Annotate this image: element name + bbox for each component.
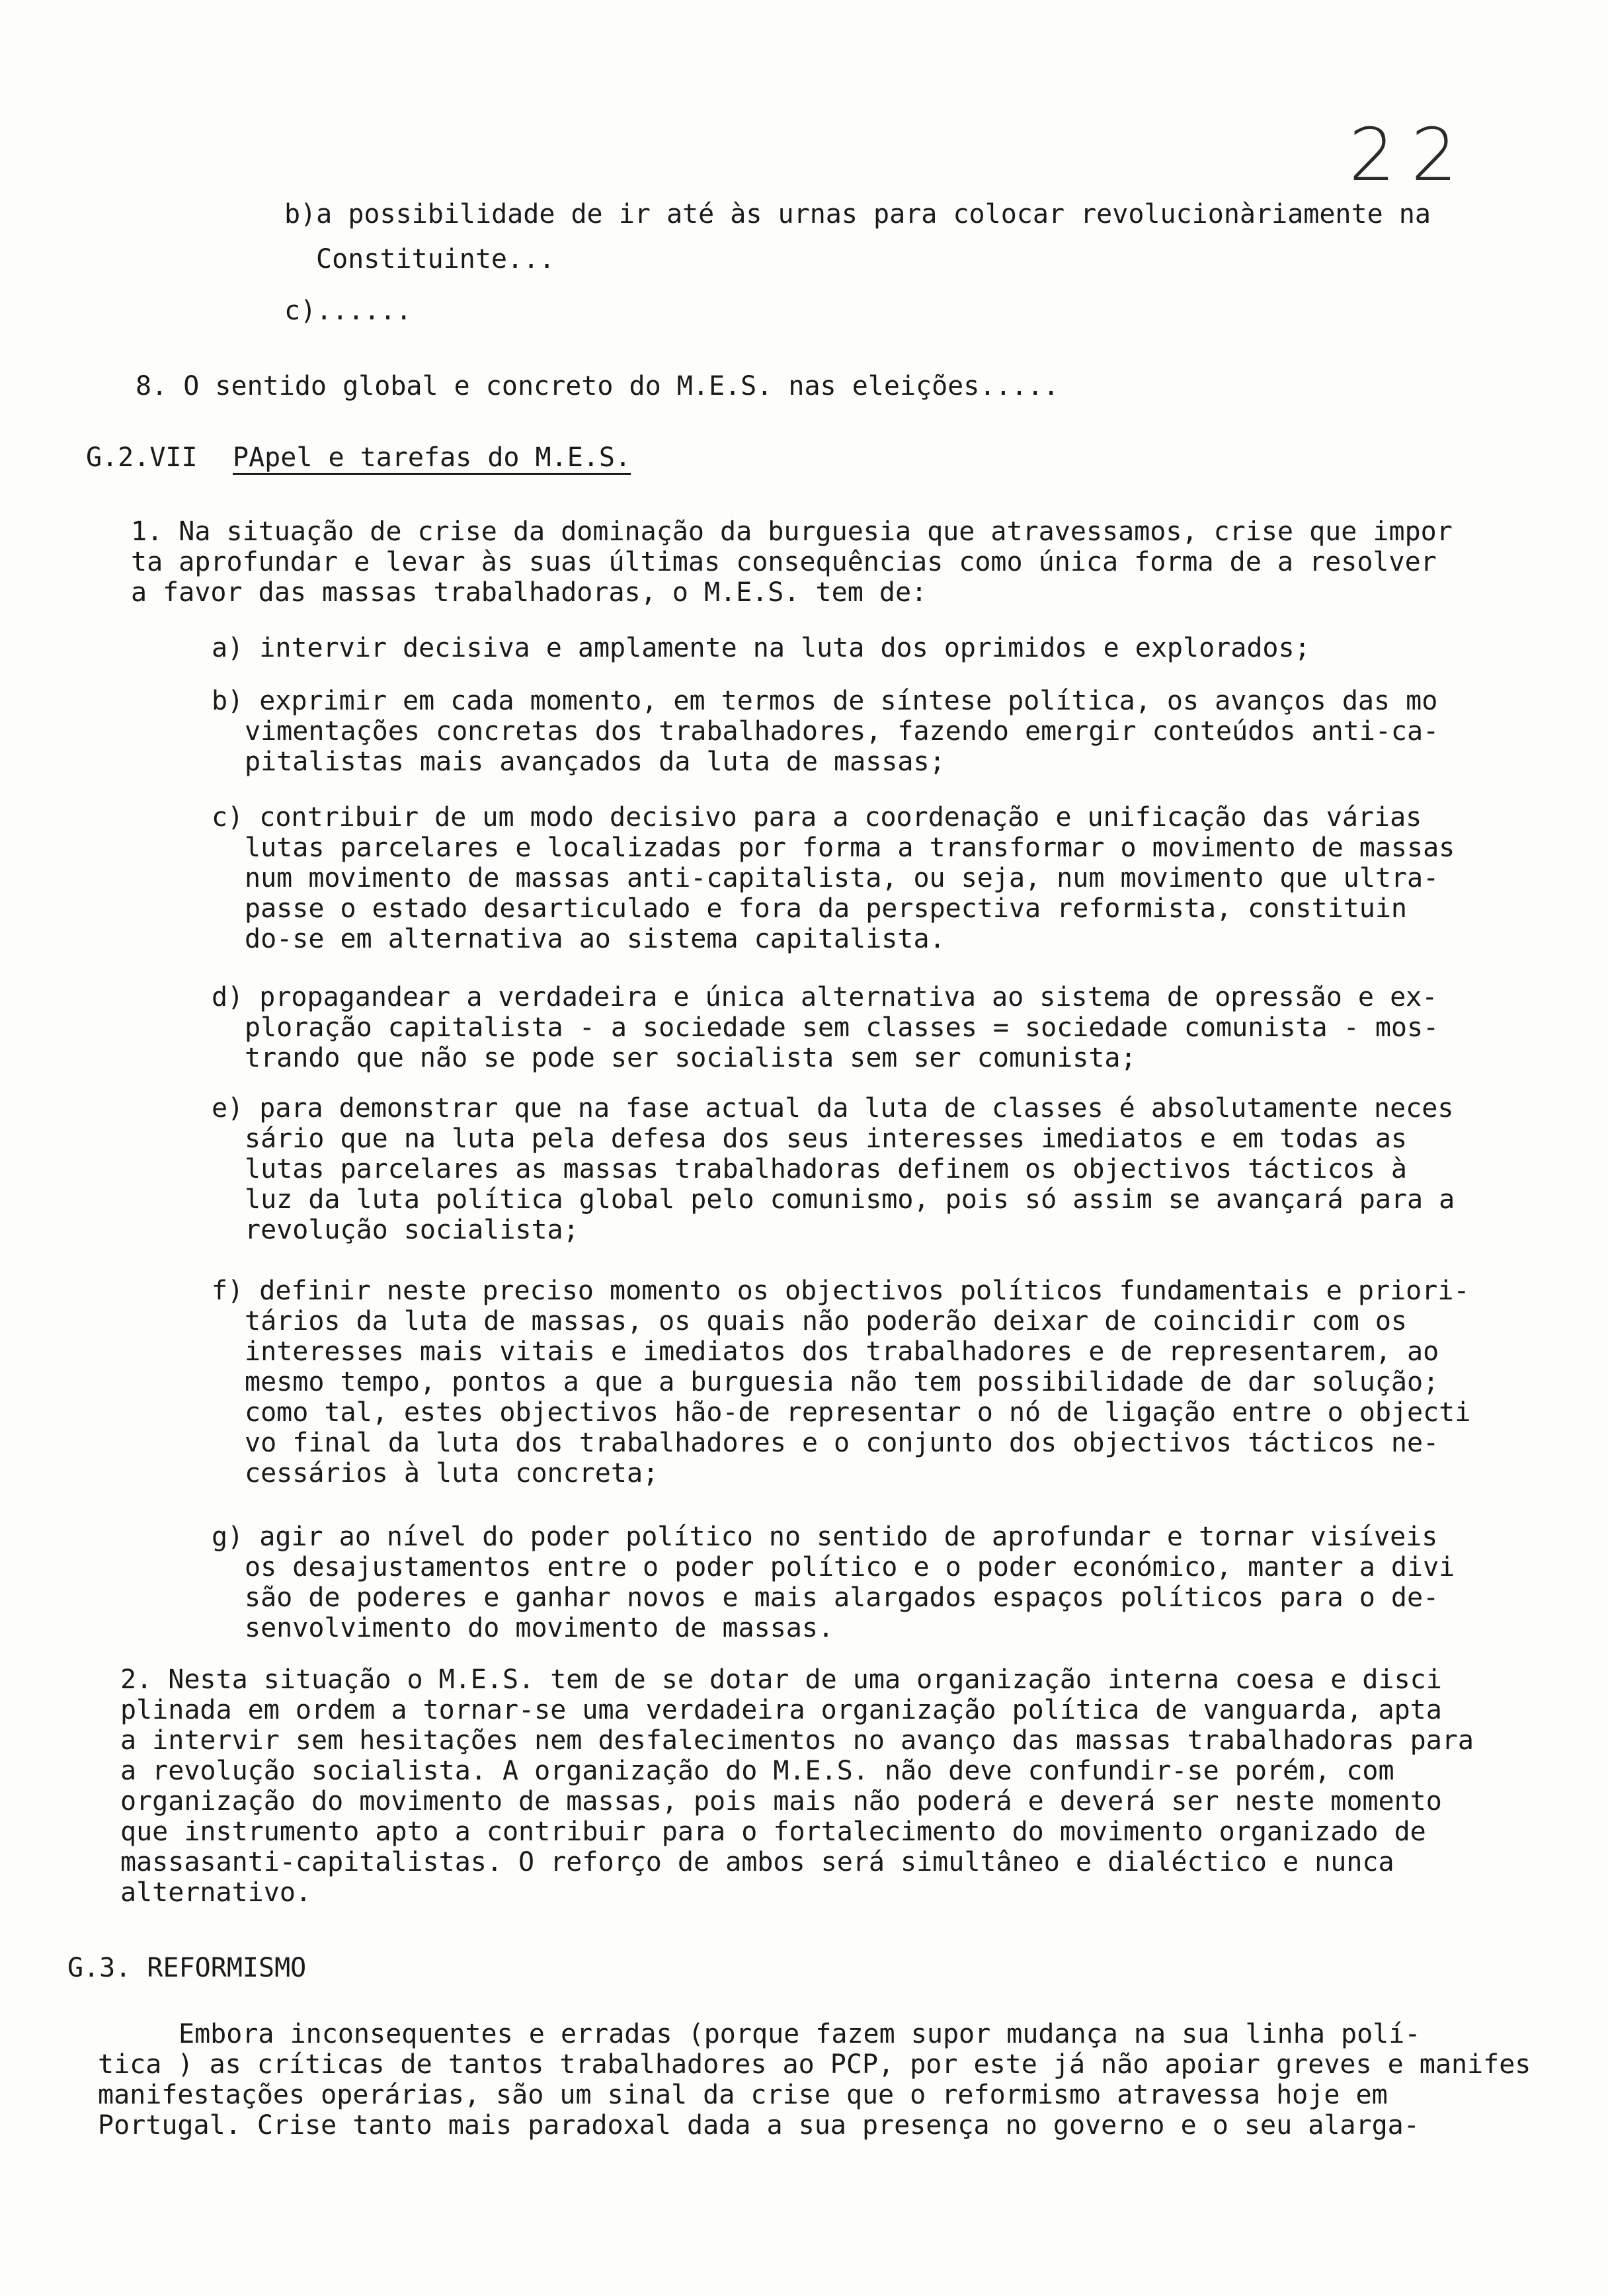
section-g3-heading: G.3. REFORMISMO (67, 1953, 307, 1983)
list-item-a: a) intervir decisiva e amplamente na luta dos oprimidos e explorados; (212, 633, 1310, 663)
paragraph-1-line: ta aprofundar e levar às suas últimas consequências como única forma de a resolver (131, 547, 1437, 577)
list-item-f-line: vo final da luta dos trabalhadores e o conjunto dos objectivos tácticos ne- (245, 1428, 1439, 1458)
list-item-f-line: f) definir neste preciso momento os objectivos políticos fundamentais e priori- (212, 1276, 1470, 1306)
paragraph-2-line: alternativo. (120, 1877, 311, 1908)
item-b-line-1: b)a possibilidade de ir até às urnas para colocar revolucionàriamente na (284, 199, 1431, 229)
paragraph-2-line: massasanti-capitalistas. O reforço de ambos será simultâneo e dialéctico e nunca (120, 1847, 1394, 1877)
paragraph-1-line: 1. Na situação de crise da dominação da burguesia que atravessamos, crise que impor (131, 516, 1453, 547)
paragraph-2-line: a revolução socialista. A organização do M.E.S. não deve confundir-se porém, com (120, 1756, 1394, 1786)
list-item-d-line: trando que não se pode ser socialista sem ser comunista; (245, 1043, 1137, 1073)
page-number: 22 (1349, 112, 1473, 197)
list-item-d-line: ploração capitalista - a sociedade sem classes = sociedade comunista - mos- (245, 1012, 1439, 1043)
paragraph-2-line: a intervir sem hesitações nem desfalecimentos no avanço das massas trabalhadoras para (120, 1725, 1474, 1756)
list-item-c-line: c) contribuir de um modo decisivo para a coordenação e unificação das várias (212, 802, 1422, 833)
list-item-g-line: são de poderes e ganhar novos e mais alargados espaços políticos para o de- (245, 1582, 1439, 1613)
paragraph-2-line: plinada em ordem a tornar-se uma verdadeira organização política de vanguarda, apta (120, 1695, 1442, 1725)
list-item-f-line: tários da luta de massas, os quais não poderão deixar de coincidir com os (245, 1306, 1407, 1336)
list-item-b-line: pitalistas mais avançados da luta de massas; (245, 747, 945, 777)
list-item-c-line: num movimento de massas anti-capitalista, ou seja, num movimento que ultra- (245, 863, 1439, 893)
list-item-c-line: passe o estado desarticulado e fora da perspectiva reformista, constituin (245, 893, 1407, 924)
section-g27-prefix: G.2.VII (86, 442, 198, 473)
section-g27-title: PApel e tarefas do M.E.S. (233, 442, 631, 473)
paragraph-g3-line: Portugal. Crise tanto mais paradoxal dada a sua presença no governo e o seu alarga- (98, 2110, 1420, 2141)
list-item-e-line: luz da luta política global pelo comunismo, pois só assim se avançará para a (245, 1184, 1455, 1215)
list-item-f-line: como tal, estes objectivos hão-de representar o nó de ligação entre o objecti (245, 1397, 1471, 1428)
paragraph-g3-line: Embora inconsequentes e erradas (porque fazem supor mudança na sua linha polí- (179, 2019, 1421, 2049)
paragraph-2-line: organização do movimento de massas, pois mais não poderá e deverá ser neste momento (120, 1786, 1442, 1817)
list-item-g-line: os desajustamentos entre o poder político e o poder económico, manter a divi (245, 1552, 1455, 1582)
list-item-b-line: b) exprimir em cada momento, em termos de síntese política, os avanços das mo (212, 686, 1438, 716)
list-item-g-line: g) agir ao nível do poder político no sentido de aprofundar e tornar visíveis (212, 1522, 1438, 1552)
paragraph-g3-line: tica ) as críticas de tantos trabalhadores ao PCP, por este já não apoiar greves e manifes (98, 2049, 1531, 2080)
list-item-f-line: mesmo tempo, pontos a que a burguesia não tem possibilidade de dar solução; (245, 1367, 1439, 1397)
list-item-e-line: sário que na luta pela defesa dos seus interesses imediatos e em todas as (245, 1124, 1407, 1154)
paragraph-2-line: 2. Nesta situação o M.E.S. tem de se dotar de uma organização interna coesa e disci (120, 1664, 1442, 1695)
list-item-b-line: vimentações concretas dos trabalhadores, fazendo emergir conteúdos anti-ca- (245, 716, 1439, 747)
list-item-g-line: senvolvimento do movimento de massas. (245, 1613, 834, 1643)
list-item-c-line: lutas parcelares e localizadas por forma a transformar o movimento de massas (245, 833, 1455, 863)
paragraph-1-line: a favor das massas trabalhadoras, o M.E.S. tem de: (131, 577, 928, 608)
paragraph-2-line: que instrumento apto a contribuir para o fortalecimento do movimento organizado de (120, 1817, 1426, 1847)
list-item-f-line: cessários à luta concreta; (245, 1458, 659, 1489)
paragraph-g3-line: manifestações operárias, são um sinal da crise que o reformismo atravessa hoje em (98, 2080, 1388, 2110)
list-item-c-line: do-se em alternativa ao sistema capitalista. (245, 924, 945, 954)
item-c: c)...... (284, 296, 412, 326)
list-item-e-line: revolução socialista; (245, 1215, 579, 1245)
list-item-e-line: lutas parcelares as massas trabalhadoras definem os objectivos tácticos à (245, 1154, 1407, 1184)
list-item-f-line: interesses mais vitais e imediatos dos trabalhadores e de representarem, ao (245, 1336, 1439, 1367)
list-item-e-line: e) para demonstrar que na fase actual da luta de classes é absolutamente neces (212, 1093, 1454, 1124)
item-8: 8. O sentido global e concreto do M.E.S. nas eleições..... (136, 371, 1059, 401)
item-b-line-2: Constituinte... (316, 244, 555, 274)
list-item-d-line: d) propagandear a verdadeira e única alternativa ao sistema de opressão e ex- (212, 982, 1438, 1012)
